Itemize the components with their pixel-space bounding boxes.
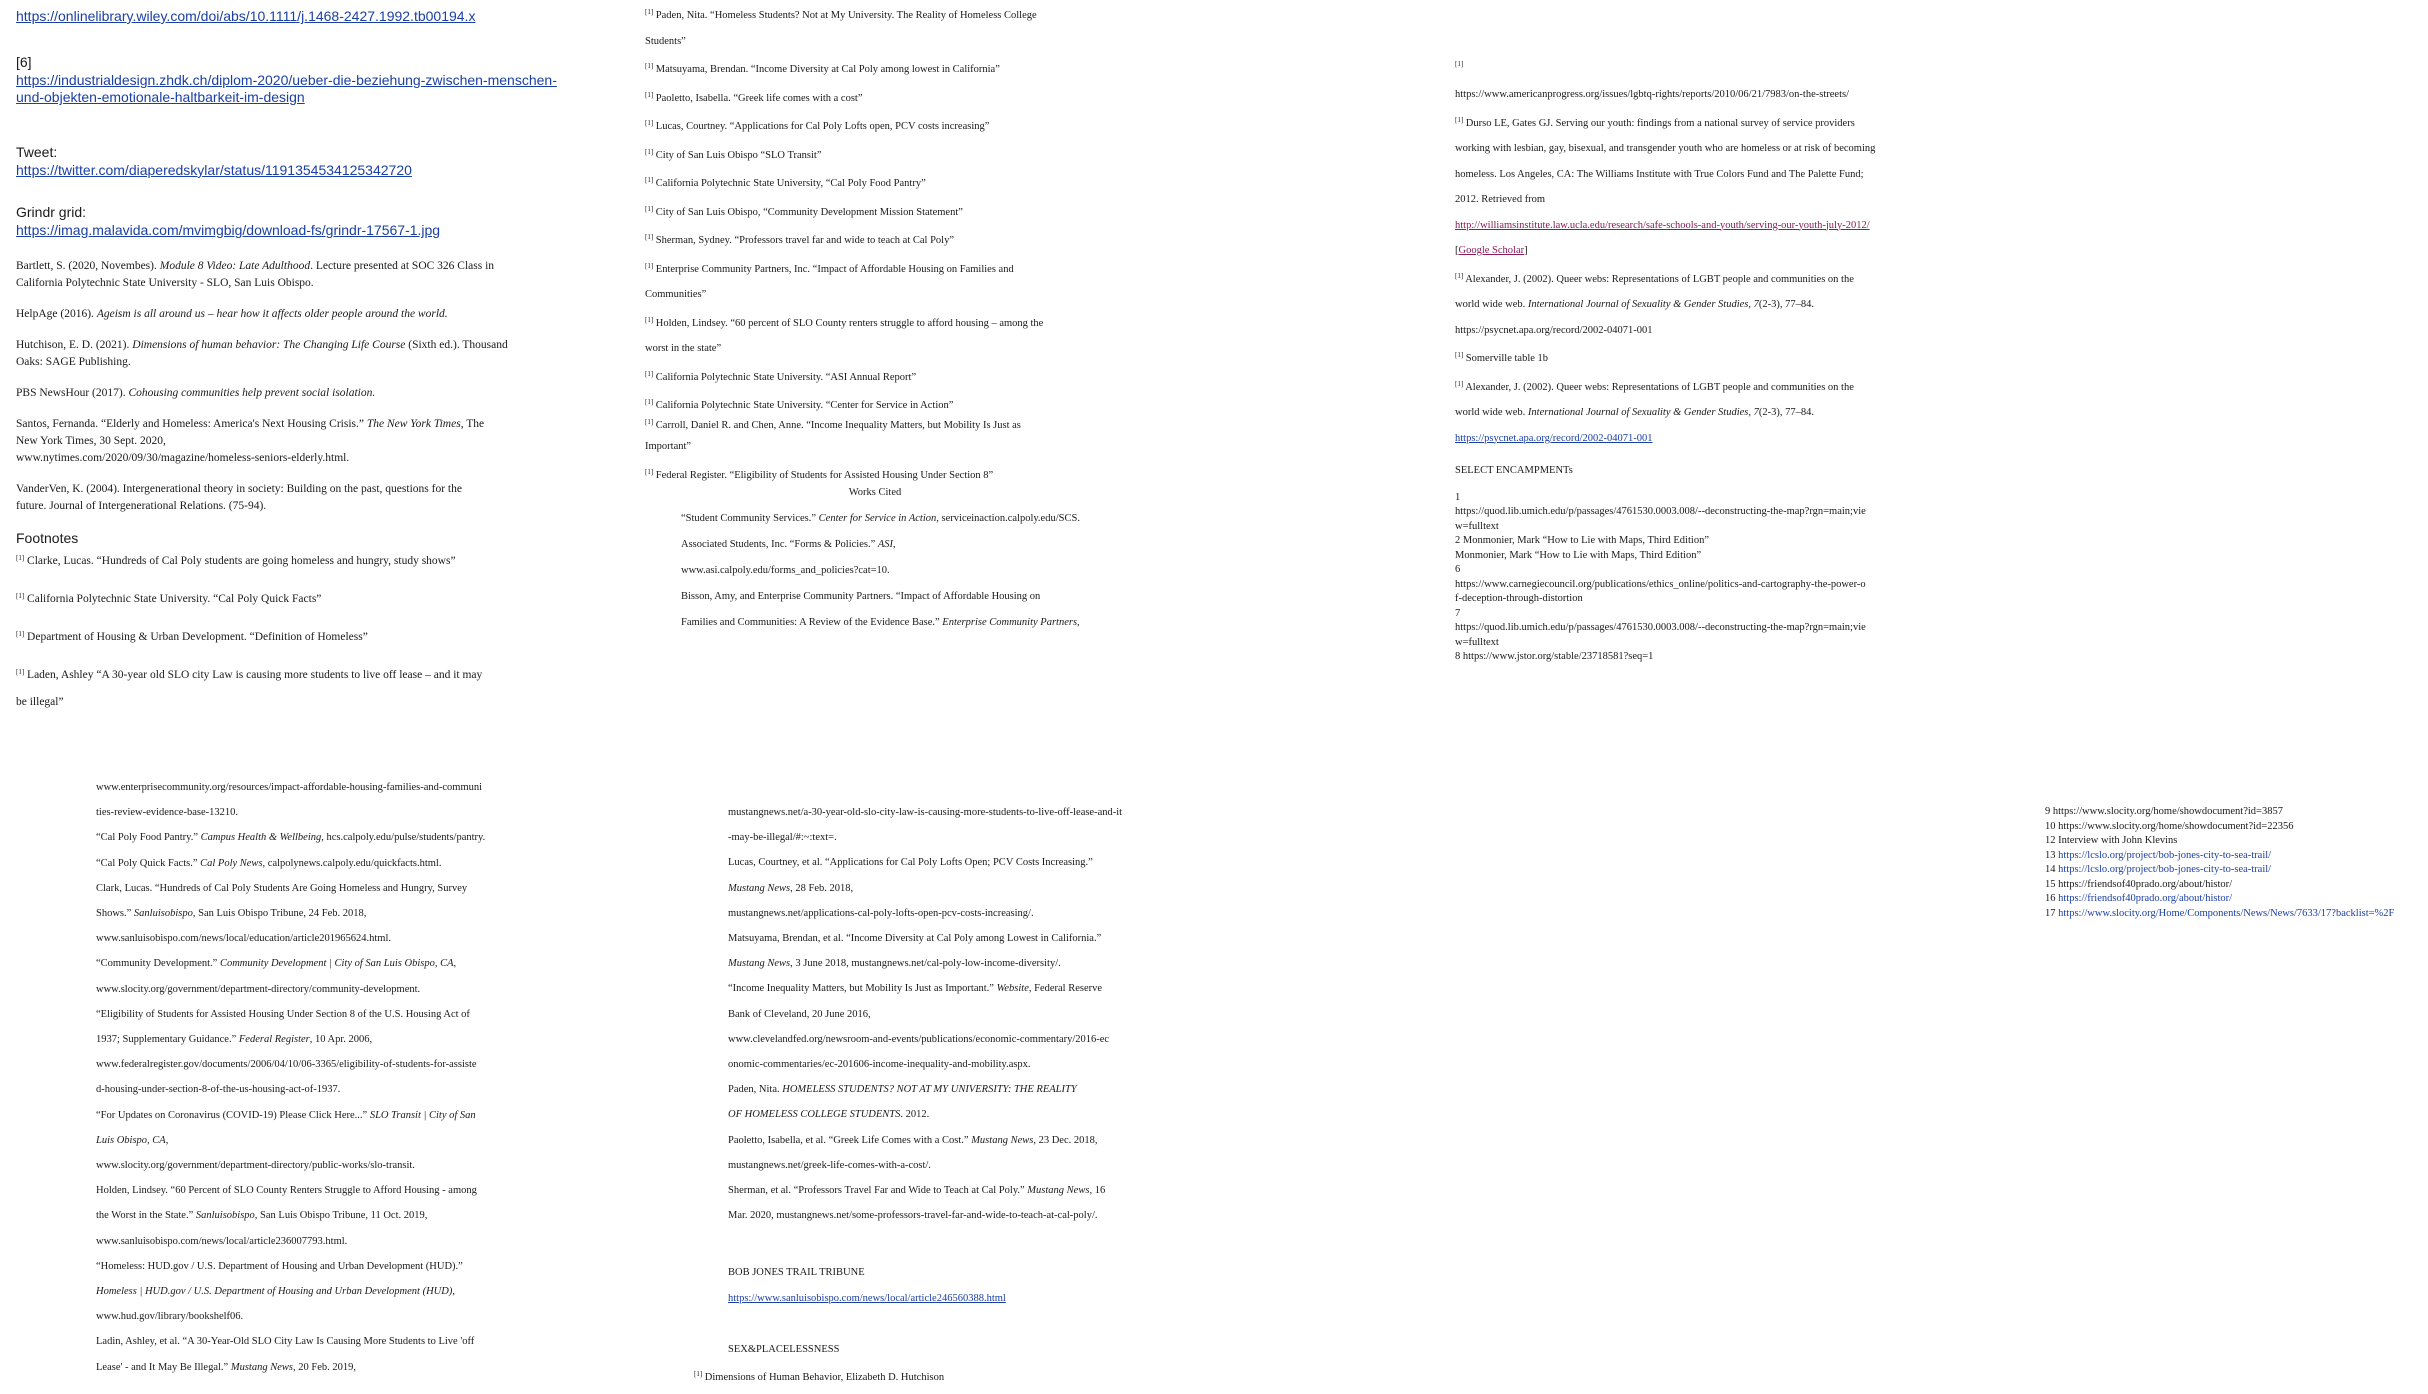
footnote-text <box>1455 292 1935 318</box>
footnote-mark[interactable]: [1] <box>645 8 654 16</box>
footnote-text: Important” <box>645 441 692 452</box>
citation-title: Cal Poly News <box>200 857 263 869</box>
encampments-block <box>1455 464 1935 665</box>
footnote-text: Sherman, Sydney. “Professors travel far and wide to teach at Cal Poly” <box>655 235 954 246</box>
ref-text: Santos, Fernanda. “Elderly and Homeless: America's Next Housing Crisis.” <box>16 418 367 430</box>
citation-text: , serviceinaction.calpoly.edu/SCS. <box>936 513 1080 524</box>
citation-text: “Cal Poly Quick Facts.” <box>96 857 201 869</box>
citation-title: Community Development | City of San Luis Obispo, CA <box>219 958 454 970</box>
citation-text: 1937; Supplementary Guidance.” <box>96 1034 239 1046</box>
citation-text: the Worst in the State.” <box>96 1210 196 1222</box>
note-text: https://friendsof40prado.org/about/histor/ <box>2058 878 2233 890</box>
citation-line <box>728 1128 1248 1153</box>
footnote-item <box>645 394 1115 414</box>
footnote-text: California Polytechnic State University. “Cal Poly Quick Facts” <box>27 593 322 605</box>
footnote-text: 2012. Retrieved from <box>1455 194 1546 205</box>
ref-text: Oaks: SAGE Publishing. <box>16 356 131 368</box>
ref-text: www.nytimes.com/2020/09/30/magazine/homeless-seniors-elderly.html. <box>16 452 350 464</box>
footnote-item <box>1455 52 1935 82</box>
citation-line: www.slocity.org/government/department-directory/community-development. <box>96 983 421 995</box>
footnote-item <box>645 197 1115 226</box>
footnote-text: be illegal” <box>16 696 64 708</box>
citation-line <box>645 610 1115 636</box>
citation-text: Lease' - and It May Be Illegal.” <box>96 1361 231 1373</box>
citation-line: Lucas, Courtney, et al. “Applications for Cal Poly Lofts Open; PCV Costs Increasing.” <box>728 857 1093 869</box>
footnote-mark[interactable]: [1] <box>16 668 25 676</box>
note-line <box>2045 892 2425 907</box>
footnote-text: Communities” <box>645 289 707 300</box>
footnote-text: City of San Luis Obispo “SLO Transit” <box>655 149 822 161</box>
footnote-text: Enterprise Community Partners, Inc. “Impact of Affordable Housing on Families and <box>655 263 1014 275</box>
citation-line <box>96 1103 616 1128</box>
ref-text: . Lecture presented at SOC 326 Class in <box>310 260 495 272</box>
citation-text: Associated Students, Inc. “Forms & Policies.” <box>681 539 878 550</box>
footnote-text: California Polytechnic State University. “Center for Service in Action” <box>655 400 954 411</box>
note-link[interactable]: https://lcslo.org/project/bob-jones-city-to-sea-trail/ <box>2058 849 2272 861</box>
note-text: Monmonier, Mark “How to Lie with Maps, Third Edition” <box>1455 549 1702 561</box>
ref-text: HelpAge (2016). <box>16 308 97 320</box>
bottom-works-cited-1 <box>96 775 616 1380</box>
col1-block <box>16 8 576 240</box>
footnote-text: Somerville table 1b <box>1465 353 1549 364</box>
footnote-item <box>645 168 1115 197</box>
grindr-link[interactable]: https://imag.malavida.com/mvimgbig/download-fs/grindr-17567-1.jpg <box>16 222 441 238</box>
works-cited-top <box>645 480 1115 636</box>
ref-title: The New York Times <box>366 418 461 430</box>
citation-line <box>728 876 1248 901</box>
citation-line <box>728 1102 1248 1127</box>
tweet-label: Tweet: <box>16 144 58 160</box>
citation-text: , 3 June 2018, mustangnews.net/cal-poly-low-income-diversity/. <box>790 958 1061 970</box>
citation-title: Enterprise Community Partners <box>942 617 1078 628</box>
note-number: 1 <box>1455 491 1461 503</box>
citation-line <box>728 951 1248 976</box>
footnote-text: worst in the state” <box>645 343 722 354</box>
ref-title: Ageism is all around us – hear how it affects older people around the world. <box>96 308 448 320</box>
footnote-text: Paden, Nita. “Homeless Students? Not at My University. The Reality of Homeless College <box>655 10 1037 21</box>
works-cited-heading: Works Cited <box>848 487 902 498</box>
citation-line <box>96 1027 616 1052</box>
citation-title: Website <box>996 983 1029 995</box>
citation-text: , <box>893 539 896 550</box>
citation-line: mustangnews.net/applications-cal-poly-lofts-open-pcv-costs-increasing/. <box>728 907 1034 919</box>
ref-title: Cohousing communities help prevent social isolation. <box>128 387 376 399</box>
citation-text: “Cal Poly Food Pantry.” <box>96 832 201 844</box>
ref-text: , The <box>460 418 485 430</box>
ref-text: PBS NewsHour (2017). <box>16 387 129 399</box>
footnote-mark[interactable]: [1] <box>645 233 654 241</box>
citation-title: Mustang News <box>728 882 791 894</box>
citation-text: (2-3), 77–84. <box>1758 407 1814 418</box>
footnote-mark[interactable]: [1] <box>645 62 654 70</box>
citation-line: ties-review-evidence-base-13210. <box>96 807 238 819</box>
note-line <box>2045 907 2425 922</box>
footnote-text: Lucas, Courtney. “Applications for Cal Poly Lofts open, PCV costs increasing” <box>655 121 990 132</box>
citation-text: Shows.” <box>96 908 134 920</box>
note-line <box>2045 863 2425 878</box>
citation-line: www.enterprisecommunity.org/resources/impact-affordable-housing-families-and-communi <box>96 782 483 793</box>
citation-text: Sherman, et al. “Professors Travel Far and Wide to Teach at Cal Poly.” <box>728 1185 1028 1197</box>
note-number: 14 <box>2045 864 2056 875</box>
citation-text: , 16 <box>1089 1185 1106 1197</box>
footnote-text: Paoletto, Isabella. “Greek life comes with a cost” <box>655 92 863 104</box>
wiley-link[interactable]: https://onlinelibrary.wiley.com/doi/abs/10.1111/j.1468-2427.1992.tb00194.x <box>16 8 476 24</box>
footnote-text: Students” <box>645 35 686 47</box>
note-line <box>2045 849 2425 864</box>
footnote-text: Department of Housing & Urban Development. “Definition of Homeless” <box>27 631 368 643</box>
note-number: 10 <box>2045 820 2056 832</box>
ref-text: Hutchison, E. D. (2021). <box>16 339 133 351</box>
citation-text: , Federal Reserve <box>1028 983 1103 995</box>
footnote-text: Clarke, Lucas. “Hundreds of Cal Poly students are going homeless and hungry, study shows” <box>27 555 456 567</box>
note-number: 12 <box>2045 835 2056 846</box>
note-link[interactable]: https://www.slocity.org/Home/Components/News/News/7633/17?backlist=%2F <box>2058 907 2395 919</box>
note-number: 9 <box>2045 806 2051 817</box>
footnote-mark[interactable]: [1] <box>645 176 654 184</box>
citation-text: , 20 Feb. 2019, <box>292 1361 356 1373</box>
footnote-item <box>16 626 576 646</box>
citation-text: , 10 Apr. 2006, <box>309 1034 373 1046</box>
citation-line: www.asi.calpoly.edu/forms_and_policies?cat=10. <box>681 565 890 576</box>
quod-url: https://quod.lib.umich.edu/p/passages/4761530.0003.008/--deconstructing-the-map?rgn=main;vie <box>1455 506 1866 517</box>
note-number: 16 <box>2045 893 2056 904</box>
citation-line: d-housing-under-section-8-of-the-us-housing-act-of-1937. <box>96 1084 341 1096</box>
footnote-item <box>694 1362 1248 1390</box>
citation-title: SLO Transit | City of San <box>369 1109 476 1121</box>
footnote-text: Laden, Ashley “A 30-year old SLO city Law is causing more students to live off lease – and it may <box>27 669 483 681</box>
ref-santos <box>16 416 576 467</box>
psycnet-link[interactable]: https://psycnet.apa.org/record/2002-04071-001 <box>1455 432 1653 444</box>
encampments-heading: SELECT ENCAMPMENTs <box>1455 465 1573 476</box>
note-text: Interview with John Klevins <box>2058 835 2178 846</box>
ref-text: VanderVen, K. (2004). Intergenerational theory in society: Building on the past, questions for the <box>16 483 462 495</box>
bob-jones-link[interactable]: https://www.sanluisobispo.com/news/local/article246560388.html <box>728 1292 1006 1304</box>
citation-title: Mustang News <box>728 958 791 970</box>
ref-6-label: [6] <box>16 54 32 70</box>
footnote-item <box>645 140 1115 169</box>
footnote-mark[interactable]: [1] <box>16 592 25 600</box>
citation-text: world wide web. <box>1455 299 1528 310</box>
citation-line: mustangnews.net/a-30-year-old-slo-city-law-is-causing-more-students-to-live-off-lease-and-it <box>728 807 1123 818</box>
citation-line: www.federalregister.gov/documents/2006/04/10/06-3365/eligibility-of-students-for-assiste <box>96 1059 477 1071</box>
ref-text: future. Journal of Intergenerational Relations. (75-94). <box>16 500 267 512</box>
footnote-mark[interactable]: [1] <box>645 261 654 270</box>
col2-footnotes <box>645 0 1115 488</box>
citation-line: Mar. 2020, mustangnews.net/some-professors-travel-far-and-wide-to-teach-at-cal-poly/. <box>728 1210 1098 1222</box>
footnote-text: Matsuyama, Brendan. “Income Diversity at Cal Poly among lowest in California” <box>655 64 1000 75</box>
footnote-text: Carroll, Daniel R. and Chen, Anne. “Income Inequality Matters, but Mobility Is Just as <box>655 420 1021 431</box>
footnote-mark[interactable]: [1] <box>645 147 654 156</box>
citation-line <box>728 976 1248 1001</box>
footnote-mark[interactable]: [1] <box>16 630 25 638</box>
citation-title: Federal Register <box>238 1034 310 1046</box>
footnote-mark[interactable]: [1] <box>645 418 654 426</box>
citation-title: Mustang News <box>230 1361 293 1373</box>
footnote-mark[interactable]: [1] <box>645 204 654 213</box>
citation-title: International Journal of Sexuality & Gender Studies, 7 <box>1527 407 1759 418</box>
footnote-mark[interactable]: [1] <box>1455 271 1464 280</box>
footnote-item <box>645 0 1115 29</box>
citation-line <box>96 1355 616 1380</box>
citation-line <box>96 1203 616 1228</box>
citation-text: , San Luis Obispo Tribune, 11 Oct. 2019, <box>254 1210 428 1222</box>
tweet-link[interactable]: https://twitter.com/diaperedskylar/status/1191354534125342720 <box>16 162 412 178</box>
citation-line <box>96 1279 616 1304</box>
citation-title: HOMELESS STUDENTS? NOT AT MY UNIVERSITY: THE REALITY <box>782 1084 1077 1096</box>
ref-bartlett <box>16 258 576 292</box>
note-number: 17 <box>2045 907 2056 919</box>
footnote-item <box>645 225 1115 254</box>
note-text: https://www.slocity.org/home/showdocument?id=22356 <box>2058 820 2294 832</box>
zhdk-link-line2[interactable]: und-objekten-emotionale-haltbarkeit-im-design <box>16 89 305 105</box>
citation-text: Paden, Nita. <box>728 1084 783 1096</box>
footnote-mark[interactable]: [1] <box>645 467 654 476</box>
sex-placelessness-heading: SEX&PLACELESSNESS <box>728 1343 840 1355</box>
footnote-item <box>1455 108 1935 137</box>
citation-line <box>728 1077 1248 1102</box>
citation-line: Ladin, Ashley, et al. “A 30-Year-Old SLO City Law Is Causing More Students to Live 'off <box>96 1336 475 1348</box>
americanprogress-url: https://www.americanprogress.org/issues/lgbtq-rights/reports/2010/06/21/7983/on-the-streets/ <box>1455 89 1849 100</box>
grindr-label: Grindr grid: <box>16 204 87 220</box>
carnegie-url: https://www.carnegiecouncil.org/publications/ethics_online/politics-and-cartography-the-power-o <box>1455 578 1866 590</box>
footnote-item <box>645 362 1115 391</box>
citation-line: www.clevelandfed.org/newsroom-and-events/publications/economic-commentary/2016-ec <box>728 1033 1110 1045</box>
citation-text: , 28 Feb. 2018, <box>790 882 854 894</box>
citation-text: “Income Inequality Matters, but Mobility Is Just as Important.” <box>728 983 997 995</box>
citation-line: “Eligibility of Students for Assisted Housing Under Section 8 of the U.S. Housing Act of <box>96 1008 470 1020</box>
footnote-item <box>645 54 1115 83</box>
citation-text: world wide web. <box>1455 407 1528 418</box>
note-line <box>2045 820 2425 835</box>
jstor-url: 8 https://www.jstor.org/stable/23718581?seq=1 <box>1455 651 1654 662</box>
note-link[interactable]: https://lcslo.org/project/bob-jones-city-to-sea-trail/ <box>2058 864 2272 875</box>
citation-title: Mustang News <box>971 1134 1034 1146</box>
citation-text: , San Luis Obispo Tribune, 24 Feb. 2018, <box>192 908 367 920</box>
bob-jones-heading: BOB JONES TRAIL TRIBUNE <box>728 1267 865 1279</box>
footnote-item <box>645 83 1115 112</box>
citation-text: , <box>452 1286 455 1298</box>
citation-line: www.sanluisobispo.com/news/local/article236007793.html. <box>96 1235 348 1247</box>
footnote-text: working with lesbian, gay, bisexual, and transgender youth who are homeless or at risk of becoming <box>1455 143 1876 154</box>
citation-line <box>96 901 616 926</box>
citation-title: Luis Obispo, CA <box>96 1134 166 1146</box>
footnote-mark[interactable]: [1] <box>645 369 654 378</box>
footnote-item <box>16 550 576 570</box>
footnote-text: City of San Luis Obispo, “Community Development Mission Statement” <box>655 206 963 218</box>
ref-title: Dimensions of human behavior: The Changing Life Course <box>132 339 406 351</box>
citation-line: Matsuyama, Brendan, et al. “Income Diversity at Cal Poly among Lowest in California.” <box>728 933 1102 945</box>
citation-text: (2-3), 77–84. <box>1758 299 1814 310</box>
note-number: 15 <box>2045 878 2056 890</box>
citation-line: mustangnews.net/greek-life-comes-with-a-cost/. <box>728 1159 931 1171</box>
ref-text: (Sixth ed.). Thousand <box>405 339 508 351</box>
citation-title: Mustang News <box>1027 1185 1090 1197</box>
quod-url: w=fulltext <box>1455 520 1499 532</box>
citation-title: Center for Service in Action <box>818 513 937 524</box>
citation-title: Sanluisobispo <box>195 1210 255 1222</box>
citation-line: www.sanluisobispo.com/news/local/education/article201965624.html. <box>96 933 392 945</box>
citation-line: Holden, Lindsey. “60 Percent of SLO County Renters Struggle to Afford Housing - among <box>96 1185 477 1197</box>
psycnet-url: https://psycnet.apa.org/record/2002-04071-001 <box>1455 324 1653 336</box>
citation-line <box>728 1178 1248 1203</box>
note-text: 2 Monmonier, Mark “How to Lie with Maps, Third Edition” <box>1455 535 1709 546</box>
col3-block <box>1455 52 1935 451</box>
citation-line: Clark, Lucas. “Hundreds of Cal Poly Students Are Going Homeless and Hungry, Survey <box>96 882 468 894</box>
williams-institute-link[interactable]: http://williamsinstitute.law.ucla.edu/research/safe-schools-and-youth/serving-our-youth-july-2012/ <box>1455 219 1870 231</box>
footnote-text: Alexander, J. (2002). Queer webs: Representations of LGBT people and communities on the <box>1465 381 1854 393</box>
citation-text: . 2012. <box>900 1109 930 1121</box>
bottom-notes-3 <box>2045 805 2425 921</box>
footnote-mark[interactable]: [1] <box>1455 115 1464 124</box>
footnote-item <box>1455 264 1935 293</box>
footnote-text <box>1455 400 1935 426</box>
footnote-text: homeless. Los Angeles, CA: The Williams Institute with True Colors Fund and The Palette Fund; <box>1455 168 1864 180</box>
footnote-item <box>1455 343 1935 372</box>
google-scholar-ref: [Google Scholar] <box>1455 245 1528 256</box>
bottom-works-cited-2 <box>694 800 1248 1390</box>
citation-text: “Community Development.” <box>96 958 220 970</box>
footnote-text: Durso LE, Gates GJ. Serving our youth: findings from a national survey of service providers <box>1465 117 1855 129</box>
citation-text: , calpolynews.calpoly.edu/quickfacts.html. <box>262 857 442 869</box>
citation-title: International Journal of Sexuality & Gender Studies, 7 <box>1527 299 1759 310</box>
ref-pbs <box>16 385 576 402</box>
citation-text: “For Updates on Coronavirus (COVID-19) Please Click Here...” <box>96 1109 370 1121</box>
footnote-item <box>645 414 1115 434</box>
google-scholar-link[interactable]: Google Scholar <box>1458 245 1525 256</box>
citation-line: Bisson, Amy, and Enterprise Community Partners. “Impact of Affordable Housing on <box>681 591 1041 602</box>
footnote-item <box>1455 372 1935 401</box>
citation-title: ASI <box>877 539 894 550</box>
footnote-mark[interactable]: [1] <box>1455 379 1464 388</box>
note-number: 7 <box>1455 607 1461 619</box>
ref-vanderven <box>16 481 576 515</box>
footnotes-section <box>16 530 576 711</box>
note-link[interactable]: https://friendsof40prado.org/about/histor/ <box>2058 893 2233 904</box>
note-number: 13 <box>2045 849 2056 861</box>
footnote-mark[interactable]: [1] <box>1455 351 1464 359</box>
citation-text: , <box>1077 617 1080 628</box>
footnote-mark[interactable]: [1] <box>645 315 654 324</box>
citation-line: www.slocity.org/government/department-directory/public-works/slo-transit. <box>96 1160 415 1172</box>
note-line <box>2045 878 2425 893</box>
citation-line: “Homeless: HUD.gov / U.S. Department of Housing and Urban Development (HUD).” <box>96 1260 463 1272</box>
citation-text: “Student Community Services.” <box>681 513 819 524</box>
citation-line: www.hud.gov/library/bookshelf06. <box>96 1311 244 1323</box>
footnotes-heading: Footnotes <box>16 530 79 546</box>
citation-line <box>96 825 616 850</box>
citation-line: onomic-commentaries/ec-201606-income-inequality-and-mobility.aspx. <box>728 1059 1031 1071</box>
footnote-mark[interactable]: [1] <box>694 1370 703 1379</box>
citation-title: Sanluisobispo <box>133 908 193 920</box>
citation-text: , <box>453 958 457 970</box>
footnote-mark[interactable]: [1] <box>1455 60 1464 68</box>
footnote-mark[interactable]: [1] <box>16 554 25 562</box>
ref-title: Module 8 Video: Late Adulthood <box>159 260 311 272</box>
footnote-text: Federal Register. “Eligibility of Students for Assisted Housing Under Section 8” <box>655 469 994 481</box>
citation-title: Campus Health & Wellbeing <box>200 832 322 844</box>
citation-text: Paoletto, Isabella, et al. “Greek Life Comes with a Cost.” <box>728 1134 972 1146</box>
footnote-item <box>645 111 1115 140</box>
ref-hutchison <box>16 337 576 371</box>
citation-line: Bank of Cleveland, 20 June 2016, <box>728 1008 871 1020</box>
footnote-text: California Polytechnic State University, “Cal Poly Food Pantry” <box>655 178 926 189</box>
citation-line <box>645 532 1115 558</box>
carnegie-url: f-deception-through-distortion <box>1455 593 1583 604</box>
references-list <box>16 258 576 515</box>
citation-line <box>96 951 616 976</box>
footnote-item <box>645 254 1115 283</box>
footnote-mark[interactable]: [1] <box>645 119 654 127</box>
quod-url: https://quod.lib.umich.edu/p/passages/4761530.0003.008/--deconstructing-the-map?rgn=main;vie <box>1455 622 1866 633</box>
ref-text: California Polytechnic State University - SLO, San Luis Obispo. <box>16 277 314 289</box>
citation-line: -may-be-illegal/#:~:text=. <box>728 832 837 844</box>
citation-title: OF HOMELESS COLLEGE STUDENTS <box>728 1109 901 1121</box>
note-text: https://www.slocity.org/home/showdocument?id=3857 <box>2052 806 2283 817</box>
footnote-item <box>16 588 576 608</box>
footnote-mark[interactable]: [1] <box>645 398 654 406</box>
citation-text: , 23 Dec. 2018, <box>1033 1134 1098 1146</box>
footnote-item <box>16 664 576 684</box>
footnote-item <box>645 308 1115 337</box>
ref-text: New York Times, 30 Sept. 2020, <box>16 435 166 447</box>
citation-line <box>96 851 616 876</box>
zhdk-link-line1[interactable]: https://industrialdesign.zhdk.ch/diplom-2020/ueber-die-beziehung-zwischen-menschen- <box>16 72 557 88</box>
footnote-text: Alexander, J. (2002). Queer webs: Representations of LGBT people and communities on the <box>1465 273 1854 285</box>
note-line <box>2045 834 2425 849</box>
quod-url: w=fulltext <box>1455 636 1499 648</box>
citation-line <box>96 1128 616 1153</box>
ref-helpage <box>16 306 576 323</box>
citation-line <box>645 506 1115 532</box>
note-number: 6 <box>1455 564 1461 575</box>
note-line <box>2045 805 2425 820</box>
ref-text: Bartlett, S. (2020, Novembes). <box>16 260 160 272</box>
footnote-text: Holden, Lindsey. “60 percent of SLO County renters struggle to afford housing – among the <box>655 317 1044 329</box>
footnote-text: Dimensions of Human Behavior, Elizabeth D. Hutchison <box>704 1372 945 1384</box>
citation-title: Homeless | HUD.gov / U.S. Department of Housing and Urban Development (HUD) <box>96 1286 453 1298</box>
footnote-mark[interactable]: [1] <box>645 90 654 99</box>
citation-text: , hcs.calpoly.edu/pulse/students/pantry. <box>321 832 486 844</box>
citation-text: , <box>165 1134 169 1146</box>
citation-text: Families and Communities: A Review of the Evidence Base.” <box>681 617 943 628</box>
footnote-text: California Polytechnic State University. “ASI Annual Report” <box>655 371 917 383</box>
